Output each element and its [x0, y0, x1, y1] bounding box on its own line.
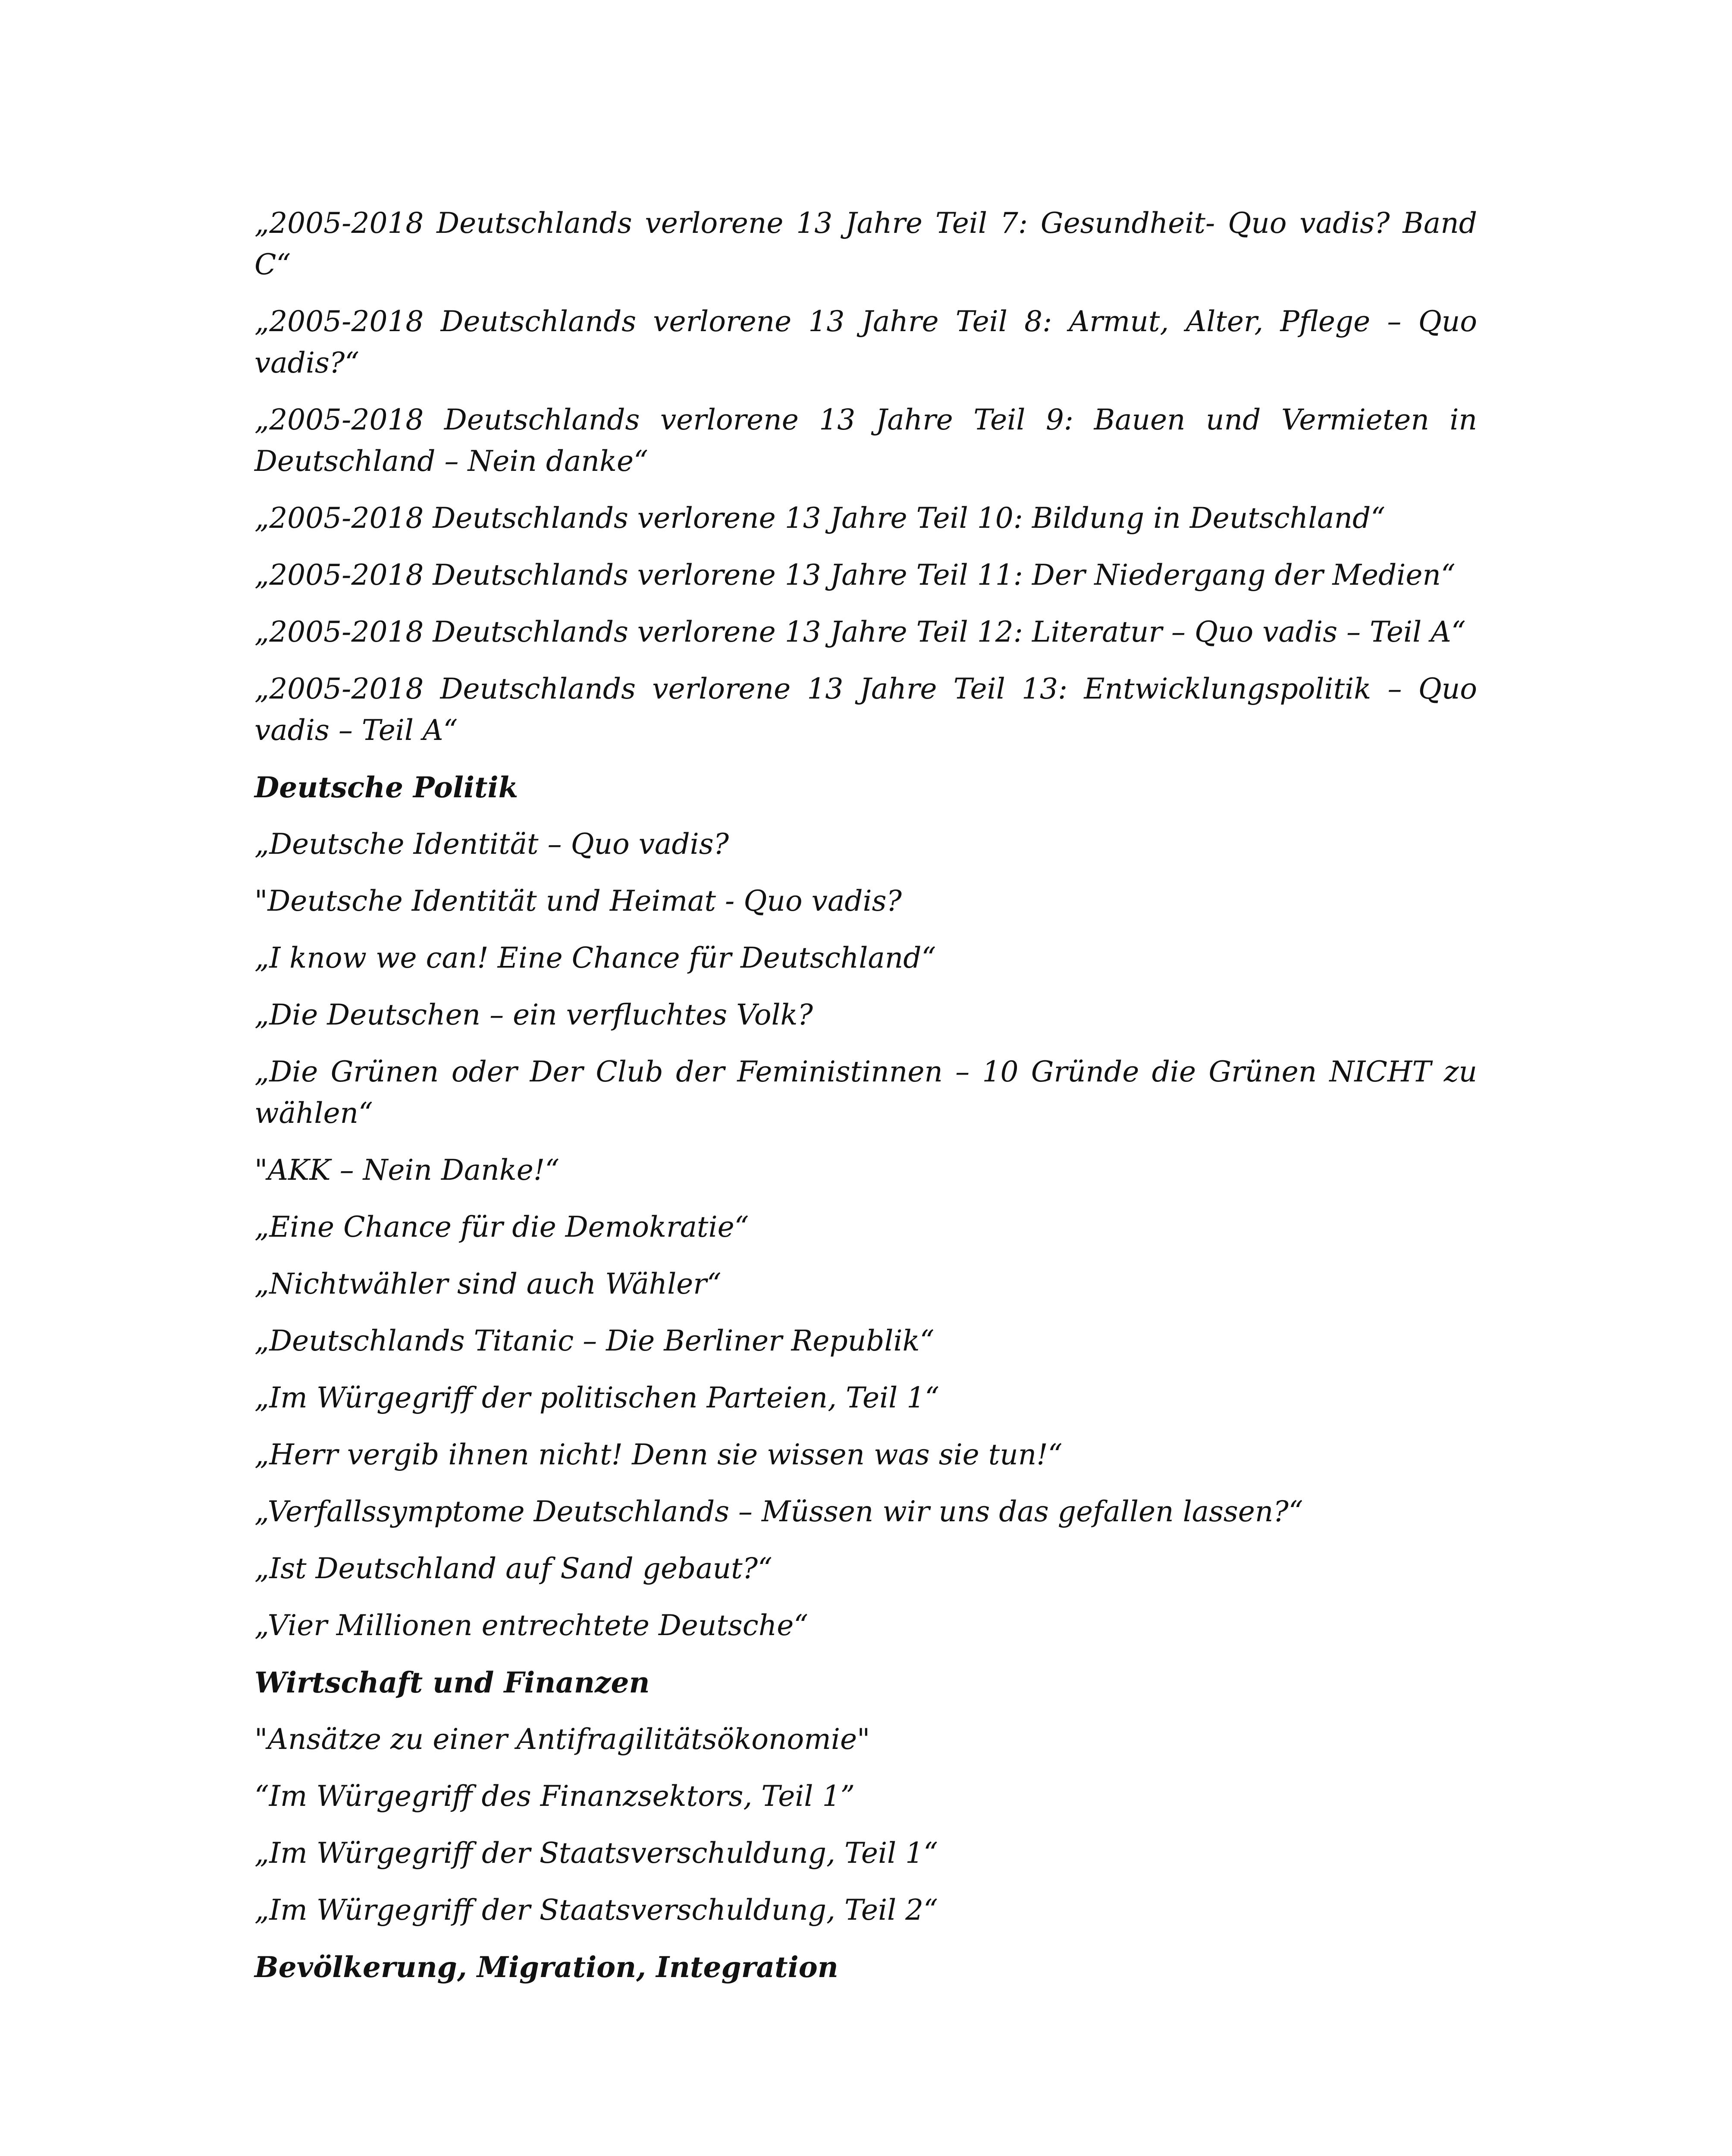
politik-entry: „Deutschlands Titanic – Die Berliner Republik“ [254, 1324, 935, 1357]
politik-entry: „Verfallssymptome Deutschlands – Müssen wir uns das gefallen lassen?“ [254, 1495, 1303, 1528]
wirtschaft-entry: “Im Würgegriff des Finanzsektors, Teil 1” [254, 1780, 855, 1813]
politik-entry: „Herr vergib ihnen nicht! Denn sie wissen was sie tun!“ [254, 1438, 1063, 1471]
politik-entry: „Eine Chance für die Demokratie“ [254, 1210, 749, 1244]
document-page [254, 203, 1477, 2003]
series-entry: „2005-2018 Deutschlands verlorene 13 Jahre Teil 13: Entwicklungspolitik – Quo vadis – Teil A“ [254, 672, 1477, 747]
series-entry: „2005-2018 Deutschlands verlorene 13 Jahre Teil 12: Literatur – Quo vadis – Teil A“ [254, 615, 1466, 649]
politik-entry: „Nichtwähler sind auch Wähler“ [254, 1267, 722, 1300]
series-entry: „2005-2018 Deutschlands verlorene 13 Jahre Teil 7: Gesundheit- Quo vadis? Band C“ [254, 207, 1477, 281]
politik-entry: „Die Deutschen – ein verfluchtes Volk? [254, 998, 813, 1031]
politik-entry: „Die Grünen oder Der Club der Feministinnen – 10 Gründe die Grünen NICHT zu wählen“ [254, 1055, 1477, 1130]
section-heading-bevoelkerung: Bevölkerung, Migration, Integration [254, 1950, 838, 1984]
politik-entry: „Ist Deutschland auf Sand gebaut?“ [254, 1552, 772, 1585]
politik-entry: "Deutsche Identität und Heimat - Quo vadis? [254, 884, 902, 918]
section-heading-wirtschaft: Wirtschaft und Finanzen [254, 1666, 650, 1699]
politik-entry: „I know we can! Eine Chance für Deutschland“ [254, 941, 936, 975]
series-entry: „2005-2018 Deutschlands verlorene 13 Jahre Teil 10: Bildung in Deutschland“ [254, 501, 1386, 535]
series-entry: „2005-2018 Deutschlands verlorene 13 Jahre Teil 11: Der Niedergang der Medien“ [254, 558, 1456, 592]
politik-entry: „Deutsche Identität – Quo vadis? [254, 827, 729, 861]
series-entry: „2005-2018 Deutschlands verlorene 13 Jahre Teil 9: Bauen und Vermieten in Deutschland – Nein danke“ [254, 403, 1477, 478]
politik-entry: "AKK – Nein Danke!“ [254, 1153, 560, 1187]
series-entry: „2005-2018 Deutschlands verlorene 13 Jahre Teil 8: Armut, Alter, Pflege – Quo vadis?“ [254, 305, 1477, 379]
wirtschaft-entry: "Ansätze zu einer Antifragilitätsökonomie" [254, 1723, 870, 1756]
wirtschaft-entry: „Im Würgegriff der Staatsverschuldung, Teil 2“ [254, 1893, 938, 1927]
politik-entry: „Vier Millionen entrechtete Deutsche“ [254, 1609, 809, 1642]
section-heading-politik: Deutsche Politik [254, 771, 518, 804]
politik-entry: „Im Würgegriff der politischen Parteien, Teil 1“ [254, 1381, 939, 1414]
wirtschaft-entry: „Im Würgegriff der Staatsverschuldung, Teil 1“ [254, 1836, 938, 1870]
